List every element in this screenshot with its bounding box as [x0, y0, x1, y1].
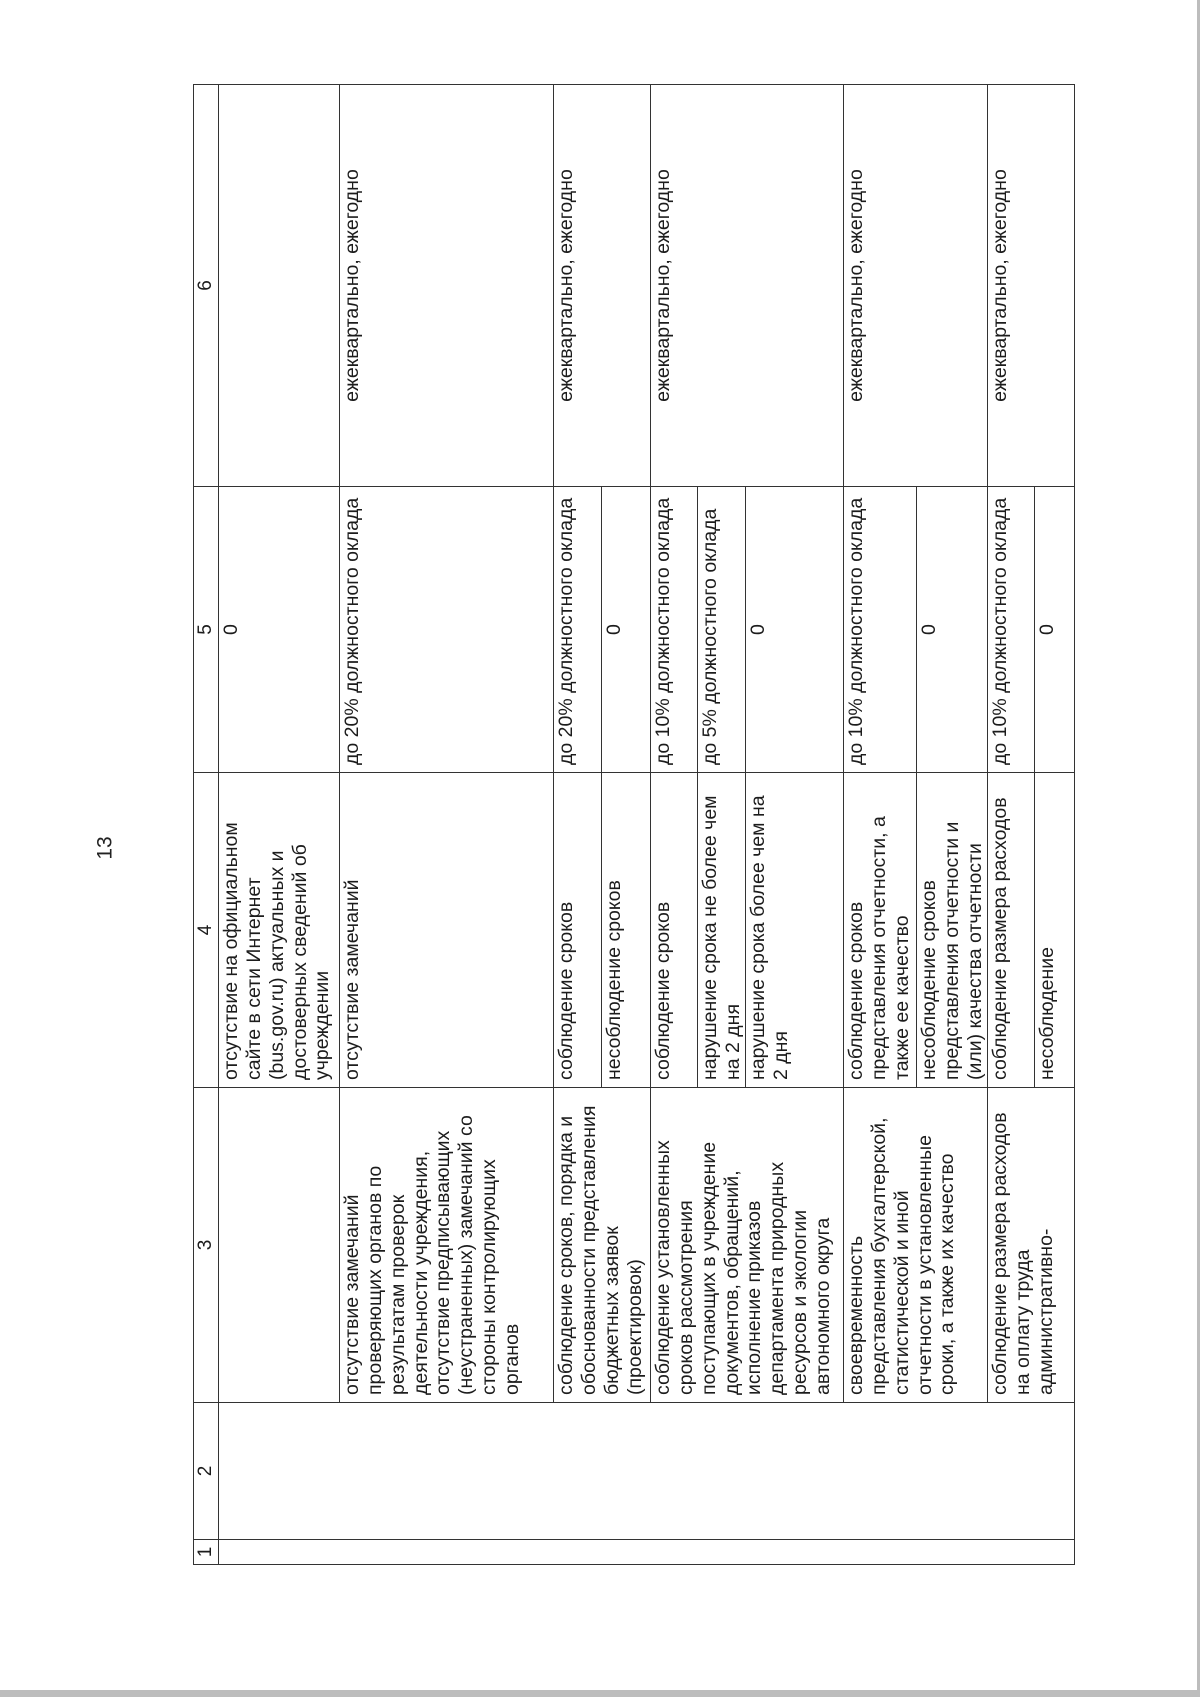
condition-cell: соблюдение сроков [651, 773, 698, 1088]
table-row [554, 85, 602, 1565]
amount-cell: 0 [602, 487, 651, 773]
header-cell-6: 6 [194, 85, 219, 487]
amount-cell: до 10% должностного оклада [844, 487, 917, 773]
table-row [651, 85, 698, 1565]
condition-cell: отсутствие замечаний [340, 773, 554, 1088]
period-cell: ежеквартально, ежегодно [651, 85, 844, 487]
criterion-cell [219, 1088, 340, 1403]
table-row [219, 85, 340, 1565]
amount-cell: до 20% должностного оклада [554, 487, 602, 773]
table-row [844, 85, 917, 1565]
period-cell: ежеквартально, ежегодно [844, 85, 988, 487]
header-cell-3: 3 [194, 1088, 219, 1403]
condition-cell: несоблюдение [1035, 773, 1075, 1088]
table-header-row [194, 85, 219, 1565]
period-cell [219, 85, 340, 487]
amount-cell: 0 [917, 487, 988, 773]
condition-cell: нарушение срока не более чем на 2 дня [698, 773, 746, 1088]
amount-cell: до 20% должностного оклада [340, 487, 554, 773]
condition-cell: несоблюдение сроков [602, 773, 651, 1088]
amount-cell: 0 [1035, 487, 1075, 773]
condition-cell: соблюдение сроков представления отчетности, а также ее качество [844, 773, 917, 1088]
col2-cell [219, 1403, 1075, 1540]
amount-cell: до 5% должностного оклада [698, 487, 746, 773]
condition-cell: нарушение срока более чем на 2 дня [746, 773, 844, 1088]
criterion-cell: соблюдение размера расходов на оплату труда административно- [988, 1088, 1075, 1403]
header-cell-1: 1 [194, 1540, 219, 1565]
amount-cell: до 10% должностного оклада [651, 487, 698, 773]
period-cell: ежеквартально, ежегодно [988, 85, 1075, 487]
rotated-table-wrapper [193, 85, 1081, 1565]
criterion-cell: отсутствие замечаний проверяющих органов по результатам проверок деятельности учреждения, отсутствие предписывающих (неустраненных) замечаний со стороны контролирующих органов [340, 1088, 554, 1403]
condition-cell: несоблюдение сроков представления отчетности и (или) качества отчетности [917, 773, 988, 1088]
condition-cell: соблюдение размера расходов [988, 773, 1035, 1088]
period-cell: ежеквартально, ежегодно [554, 85, 651, 487]
table-row [340, 85, 554, 1565]
amount-cell: 0 [746, 487, 844, 773]
criteria-table [193, 84, 1075, 1565]
header-cell-4: 4 [194, 773, 219, 1088]
condition-cell: отсутствие на официальном сайте в сети Интернет (bus.gov.ru) актуальных и достоверных сведений об учреждении [219, 773, 340, 1088]
criterion-cell: своевременность представления бухгалтерской, статистической и иной отчетности в установленные сроки, а также их качество [844, 1088, 988, 1403]
table-row [988, 85, 1035, 1565]
period-cell: ежеквартально, ежегодно [340, 85, 554, 487]
page-number: 13 [93, 836, 117, 860]
header-cell-5: 5 [194, 487, 219, 773]
criterion-cell: соблюдение установленных сроков рассмотрения поступающих в учреждение документов, обращений, исполнение приказов департамента природных ресурсов и экологии автономного округа [651, 1088, 844, 1403]
col1-cell [219, 1540, 1075, 1565]
amount-cell: до 10% должностного оклада [988, 487, 1035, 773]
criterion-cell: соблюдение сроков, порядка и обоснованности представления бюджетных заявок (проектировок) [554, 1088, 651, 1403]
header-cell-2: 2 [194, 1403, 219, 1540]
amount-cell: 0 [219, 487, 340, 773]
condition-cell: соблюдение сроков [554, 773, 602, 1088]
